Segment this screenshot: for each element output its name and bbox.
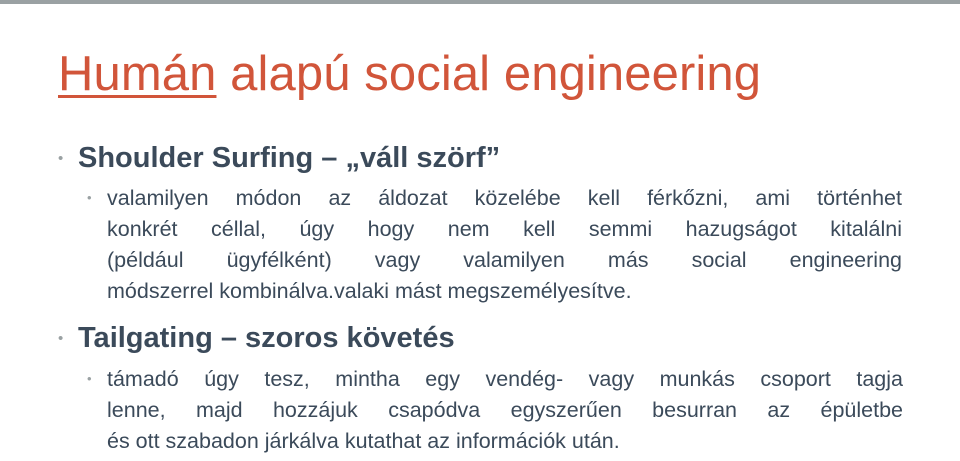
sub-bullet-line: valamilyen módon az áldozat közelébe kell férkőzni, ami történhet: [107, 186, 902, 210]
sub-bullet-line: módszerrel kombinálva.valaki mást megszemélyesítve.: [107, 279, 632, 303]
sub-bullet-dot: •: [87, 371, 92, 386]
sub-bullet-dot: •: [87, 190, 92, 205]
bullet-heading: Tailgating – szoros követés: [78, 322, 455, 354]
slide-title-underlined: Humán: [58, 47, 217, 101]
sub-bullet-line: támadó úgy tesz, mintha egy vendég- vagy munkás csoport tagja: [107, 367, 903, 391]
sub-bullet-line: és ott szabadon járkálva kutathat az információk után.: [107, 429, 620, 453]
top-rule: [0, 0, 960, 4]
slide-title-rest: alapú social engineering: [216, 47, 762, 101]
bullet-dot: •: [58, 150, 64, 167]
sub-bullet-shoulder-surfing: [87, 183, 907, 307]
bullet-shoulder-surfing: [58, 141, 501, 175]
bullet-tailgating: [58, 321, 455, 355]
slide-title: [58, 46, 761, 102]
bullet-dot: •: [58, 330, 64, 347]
sub-bullet-line: (például ügyfélként) vagy valamilyen más social engineering: [107, 248, 902, 272]
bullet-heading: Shoulder Surfing – „váll szörf”: [78, 142, 501, 174]
sub-bullet-line: konkrét céllal, úgy hogy nem kell semmi hazugságot kitalálni: [107, 217, 902, 241]
sub-bullet-tailgating: [87, 364, 907, 457]
sub-bullet-line: lenne, majd hozzájuk csapódva egyszerűen besurran az épületbe: [107, 398, 903, 422]
